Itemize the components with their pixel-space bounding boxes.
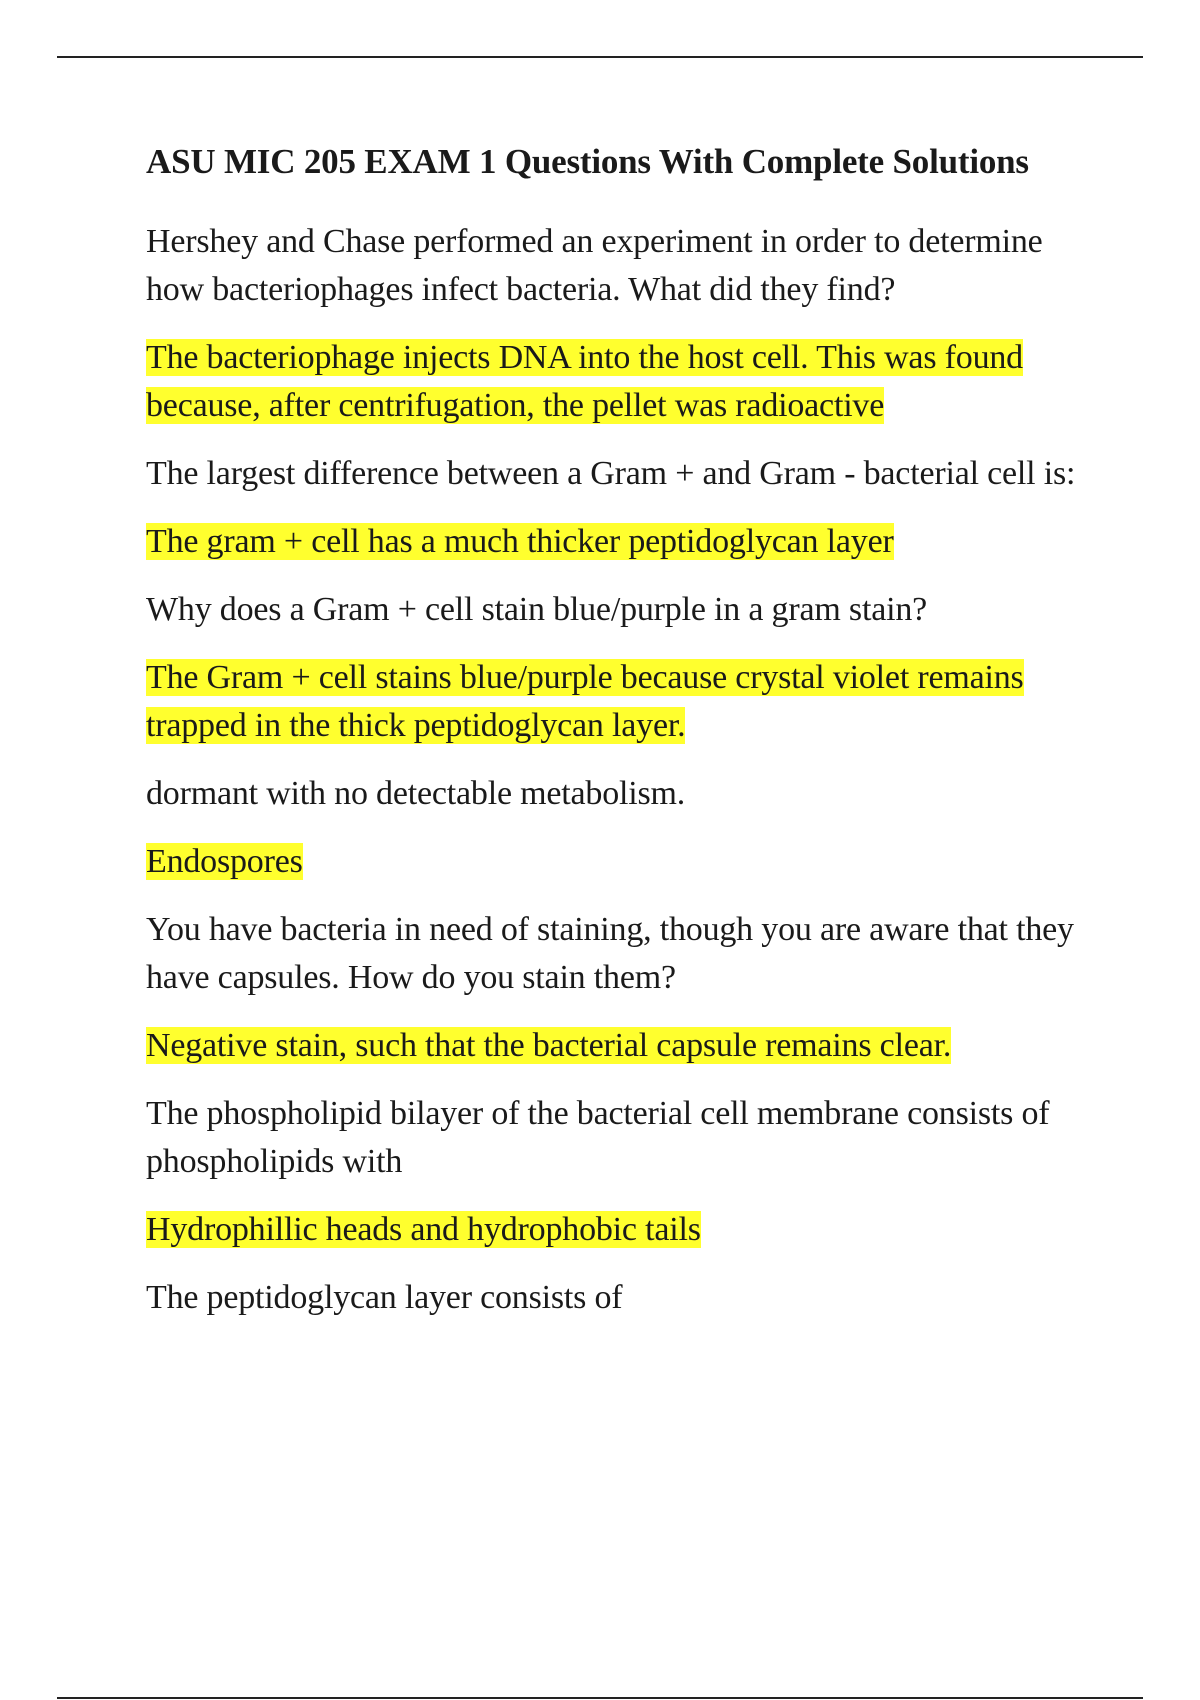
question-text: The largest difference between a Gram + and Gram - bacterial cell is:	[146, 455, 1076, 492]
answer-text	[146, 334, 1096, 430]
footer-rule	[57, 1697, 1143, 1699]
answer-highlight: Endospores	[146, 843, 303, 880]
question-text: Why does a Gram + cell stain blue/purple in a gram stain?	[146, 591, 928, 628]
document-page	[146, 140, 1096, 1342]
answer-text	[146, 654, 1096, 750]
question-text: The peptidoglycan layer consists of	[146, 1279, 623, 1316]
answer-text	[146, 518, 1096, 566]
document-title: ASU MIC 205 EXAM 1 Questions With Complete Solutions	[146, 142, 1029, 181]
question-text: dormant with no detectable metabolism.	[146, 775, 686, 812]
question-text: You have bacteria in need of staining, though you are aware that they have capsules. How do you stain them?	[146, 911, 1074, 996]
question-text: Hershey and Chase performed an experiment in order to determine how bacteriophages infect bacteria. What did they find?	[146, 223, 1043, 308]
answer-text	[146, 1022, 1096, 1070]
answer-text	[146, 1206, 1096, 1254]
answer-highlight: The gram + cell has a much thicker peptidoglycan layer	[146, 523, 894, 560]
answer-highlight: Negative stain, such that the bacterial capsule remains clear.	[146, 1027, 952, 1064]
qa-list	[146, 218, 1096, 1322]
answer-highlight: The bacteriophage injects DNA into the host cell. This was found because, after centrifugation, the pellet was radioactive	[146, 339, 1023, 424]
answer-highlight: Hydrophillic heads and hydrophobic tails	[146, 1211, 701, 1248]
answer-text	[146, 838, 1096, 886]
question-text: The phospholipid bilayer of the bacterial cell membrane consists of phospholipids with	[146, 1095, 1050, 1180]
header-rule	[57, 56, 1143, 58]
answer-highlight: The Gram + cell stains blue/purple because crystal violet remains trapped in the thick peptidoglycan layer.	[146, 659, 1024, 744]
